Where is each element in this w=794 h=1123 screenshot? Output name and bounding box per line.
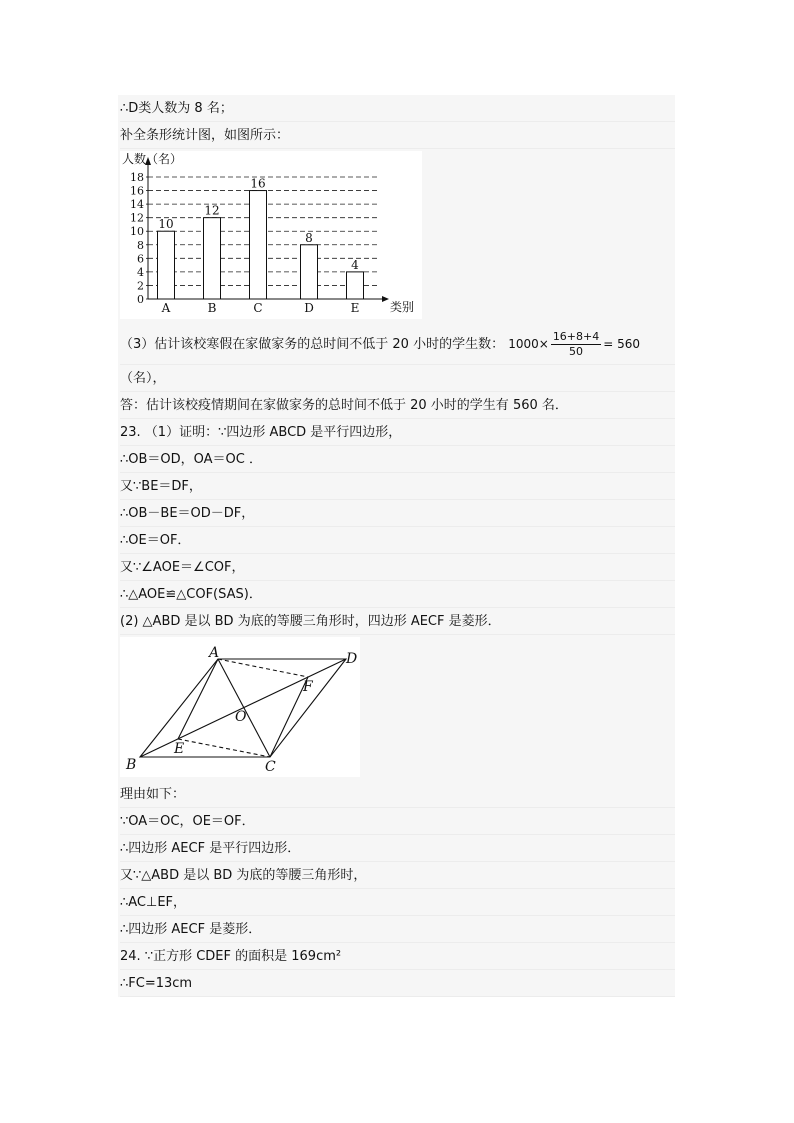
fraction: $\frac{16+8+4}{50}$	[552, 330, 600, 358]
x-axis-arrow	[382, 296, 389, 302]
y-tick-label: 18	[130, 171, 144, 184]
text-line: ∴FC=13cm	[120, 970, 675, 997]
y-tick-label: 6	[137, 252, 144, 266]
bar	[347, 272, 364, 299]
x-tick-label: D	[304, 301, 314, 315]
bar-chart	[120, 151, 422, 319]
x-tick-label: E	[350, 301, 360, 315]
text-line: 理由如下：	[120, 781, 675, 808]
bar-value-label: 10	[158, 217, 174, 232]
bar-value-label: 16	[250, 176, 266, 191]
y-tick-label: 8	[137, 238, 144, 252]
label-b: B	[126, 757, 137, 773]
y-tick-label: 0	[137, 293, 144, 306]
text-line: ∴四边形 AECF 是菱形．	[120, 916, 675, 943]
diagonal-bd	[140, 659, 346, 757]
bar-value-label: 8	[305, 230, 313, 245]
x-tick-label: B	[207, 301, 217, 315]
label-c: C	[265, 759, 276, 775]
y-tick-label: 10	[130, 225, 144, 239]
label-f: F	[303, 679, 313, 695]
label-e: E	[174, 741, 185, 757]
bar-value-label: 4	[351, 257, 359, 272]
text-line: 23. （1）证明：∵四边形 ABCD 是平行四边形，	[120, 419, 675, 446]
y-tick-label: 14	[130, 198, 144, 212]
text-line: (2) △ABD 是以 BD 为底的等腰三角形时，四边形 AECF 是菱形．	[120, 608, 675, 635]
text-line: ∵OA＝OC，OE＝OF．	[120, 808, 675, 835]
label-o: O	[235, 709, 247, 725]
text-line: 补全条形统计图，如图所示：	[120, 122, 675, 149]
y-tick-label: 16	[130, 184, 144, 198]
y-tick-label: 2	[137, 279, 144, 293]
text-line: 又∵∠AOE＝∠COF，	[120, 554, 675, 581]
dashed-ec	[178, 739, 270, 757]
label-a: A	[209, 645, 220, 661]
bar	[204, 218, 221, 299]
text-line: （名），	[120, 365, 675, 392]
formula: 1000× $\frac{16+8+4}{50}$ = 560	[508, 330, 641, 358]
bar	[158, 231, 175, 299]
text-line: （3）估计该校寒假在家做家务的总时间不低于 20 小时的学生数： 1000× $\frac{16+8+4}{50}$ = 560	[120, 323, 675, 365]
text-line: 24. ∵正方形 CDEF 的面积是 169cm²	[120, 943, 675, 970]
segment-ae	[178, 659, 218, 739]
text-line: ∴OE＝OF．	[120, 527, 675, 554]
bar	[301, 245, 318, 299]
x-tick-label: A	[161, 301, 171, 315]
text-line: 答：估计该校疫情期间在家做家务的总时间不低于 20 小时的学生有 560 名．	[120, 392, 675, 419]
y-tick-label: 12	[130, 211, 144, 225]
text-line: 又∵△ABD 是以 BD 为底的等腰三角形时，	[120, 862, 675, 889]
text-line: ∴OB－BE＝OD－DF，	[120, 500, 675, 527]
text-line: ∴AC⊥EF，	[120, 889, 675, 916]
y-tick-label: 4	[137, 265, 144, 279]
bar-chart-figure	[120, 149, 675, 323]
bar-value-label: 12	[204, 203, 220, 218]
diagonal-ac	[218, 659, 270, 757]
y-axis-title: 人数（名）	[122, 152, 183, 166]
text-line: ∴D类人数为 8 名；	[120, 95, 675, 122]
geometry-figure	[120, 635, 675, 781]
x-axis-title: 类别	[390, 300, 415, 314]
text-line: ∴△AOE≌△COF(SAS)．	[120, 581, 675, 608]
dashed-af	[218, 659, 308, 677]
x-tick-label: C	[253, 301, 263, 315]
parallelogram-diagram	[120, 637, 360, 777]
solution-content	[118, 95, 675, 997]
label-d: D	[346, 651, 358, 667]
bar	[250, 191, 267, 299]
text-line: ∴OB＝OD，OA＝OC ．	[120, 446, 675, 473]
text-line: 又∵BE＝DF，	[120, 473, 675, 500]
text-line: ∴四边形 AECF 是平行四边形．	[120, 835, 675, 862]
